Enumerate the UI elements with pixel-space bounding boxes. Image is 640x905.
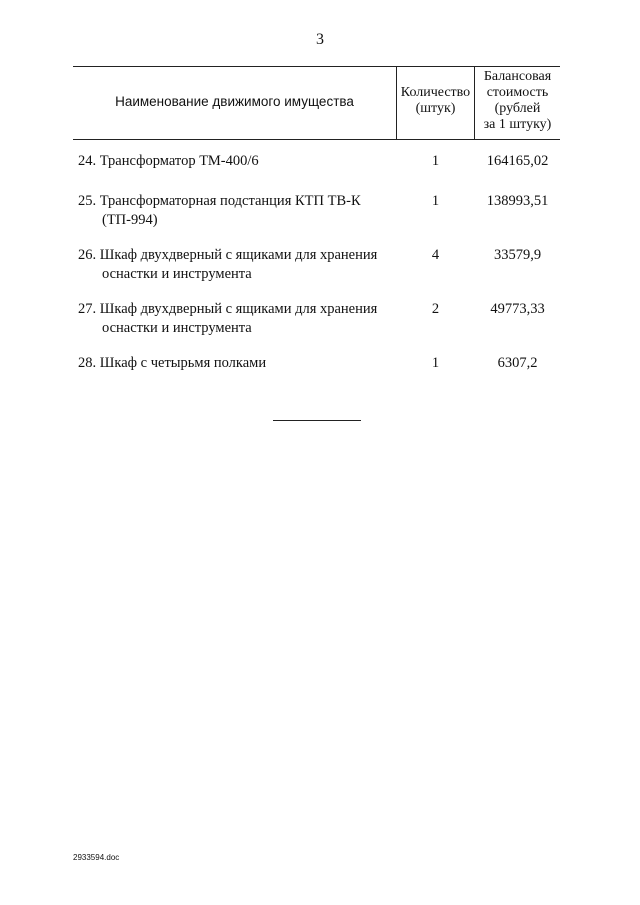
row-name (78, 300, 396, 338)
row-name-line: 26. Шкаф двухдверный с ящиками для хранения (78, 247, 378, 263)
row-name-line: оснастки и инструмента (102, 266, 252, 282)
row-quantity: 1 (431, 153, 440, 169)
row-cost: 33579,9 (493, 247, 542, 263)
header-cost (475, 69, 560, 133)
row-cost: 138993,51 (486, 193, 549, 209)
row-cost: 6307,2 (497, 355, 538, 371)
row-name (78, 192, 396, 230)
table-header (73, 66, 560, 140)
row-name (78, 354, 396, 373)
row-cost: 164165,02 (486, 153, 549, 169)
row-name (78, 152, 396, 171)
row-quantity: 1 (431, 355, 440, 371)
row-quantity: 2 (431, 301, 440, 317)
row-name-line: 24. Трансформатор ТМ-400/6 (78, 153, 259, 169)
page-number: 3 (316, 31, 324, 48)
header-cost-line: за 1 штуку) (483, 117, 552, 132)
header-quantity (397, 85, 474, 117)
row-name (78, 246, 396, 284)
row-name-line: 28. Шкаф с четырьмя полками (78, 355, 267, 371)
row-name-line: 27. Шкаф двухдверный с ящиками для хранения (78, 301, 378, 317)
row-name-line: 25. Трансформаторная подстанция КТП ТВ-К (78, 193, 361, 209)
row-cost: 49773,33 (490, 301, 545, 317)
header-quantity-line: Количество (400, 85, 471, 100)
row-name-line: оснастки и инструмента (102, 320, 252, 336)
header-cost-line: (рублей (494, 101, 541, 116)
end-divider (273, 420, 361, 421)
row-quantity: 1 (431, 193, 440, 209)
header-quantity-line: (штук) (415, 101, 456, 116)
row-quantity: 4 (431, 247, 440, 263)
footer-filename: 2933594.doc (73, 853, 120, 862)
header-name: Наименование движимого имущества (115, 94, 354, 109)
header-cost-line: Балансовая (483, 69, 552, 84)
header-cost-line: стоимость (486, 85, 549, 100)
property-table (73, 66, 560, 371)
row-name-line: (ТП-994) (102, 212, 158, 228)
